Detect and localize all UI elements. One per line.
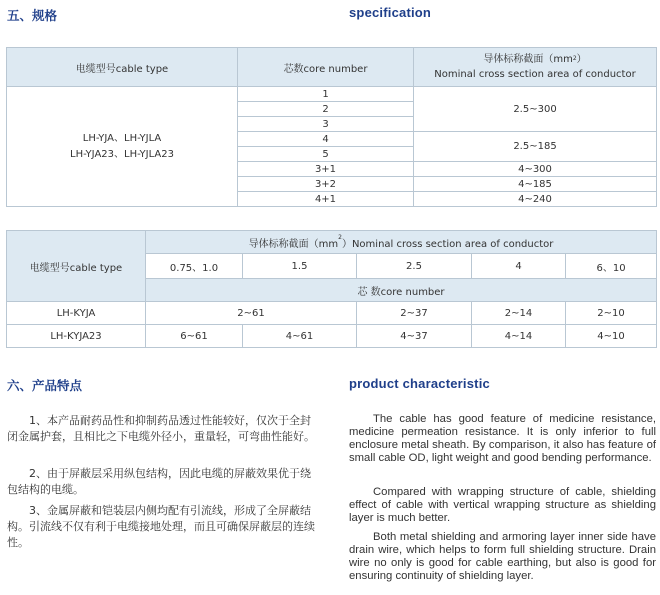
size-cell: 4 bbox=[472, 254, 566, 279]
feature-paragraph-en-1: The cable has good feature of medicine resistance, medicine permeation resistance. It is only inferior to full enclosure metal sheath. By comparison, it also has feature of small cable OD, light weight and good bending performance. bbox=[349, 413, 656, 464]
section-heading-feature-cn: 六、产品特点 bbox=[7, 378, 83, 393]
section-heading-spec-en: specification bbox=[349, 5, 432, 20]
cell-section: 4~240 bbox=[414, 192, 657, 207]
row-type: LH-KYJA23 bbox=[7, 325, 146, 348]
row-value: 4~14 bbox=[472, 325, 566, 348]
cell-section: 4~185 bbox=[414, 177, 657, 192]
header-section-sup: 2 bbox=[572, 55, 577, 62]
cell-core: 5 bbox=[238, 147, 414, 162]
header-core-number: 芯数core number bbox=[238, 48, 414, 87]
feature-paragraph-en-3: Both metal shielding and armoring layer inner side have drain wire, which helps to form full shielding structure. Drain wire no only is good for cable earthing, but also is good for ensuring continuity of shielding layer. bbox=[349, 531, 656, 582]
header-section-cn: 导体标称截面（mm bbox=[483, 54, 573, 65]
row-value: 6~61 bbox=[146, 325, 243, 348]
feature-paragraph-cn-2: 2、由于屏蔽层采用纵包结构，因此电缆的屏蔽效果优于绕包结构的电缆。 bbox=[7, 467, 311, 496]
header-section-en: Nominal cross section area of conductor bbox=[434, 69, 636, 80]
header-section-post: ）Nominal cross section area of conductor bbox=[341, 238, 554, 250]
feature-paragraph-cn-1: 1、本产品耐药品性和抑制药品透过性能较好，仅次于全封闭金属护套，且相比之下电缆外径小，重量轻，可弯曲性能好。 bbox=[7, 414, 315, 443]
header-section-sup: 2 bbox=[338, 233, 342, 241]
header-cable-type: 电缆型号cable type bbox=[7, 231, 146, 302]
row-value: 2~10 bbox=[566, 302, 657, 325]
feature-paragraph-cn-3: 3、金属屏蔽和铠装层内侧均配有引流线，形成了全屏蔽结构。引流线不仅有利于电缆接地处理，而且可确保屏蔽层的连续性。 bbox=[7, 504, 315, 549]
cell-core: 1 bbox=[238, 87, 414, 102]
size-cell: 1.5 bbox=[243, 254, 357, 279]
header-section-area bbox=[146, 231, 657, 254]
cable-type-2: LH-YJA23、LH-YJLA23 bbox=[70, 148, 174, 160]
header-section-cn-end: ） bbox=[576, 54, 587, 65]
row-value: 4~10 bbox=[566, 325, 657, 348]
cell-core: 3+2 bbox=[238, 177, 414, 192]
cell-section: 2.5~300 bbox=[414, 87, 657, 132]
size-cell: 0.75、1.0 bbox=[146, 254, 243, 279]
spec-table-2 bbox=[6, 230, 657, 348]
cell-core: 4 bbox=[238, 132, 414, 147]
row-value: 4~37 bbox=[357, 325, 472, 348]
row-value: 2~14 bbox=[472, 302, 566, 325]
row-type: LH-KYJA bbox=[7, 302, 146, 325]
cell-core: 3+1 bbox=[238, 162, 414, 177]
header-section-pre: 导体标称截面（mm bbox=[248, 238, 339, 250]
header-core-number: 芯 数core number bbox=[146, 279, 657, 302]
row-value: 2~61 bbox=[146, 302, 357, 325]
section-heading-feature-en: product characteristic bbox=[349, 376, 490, 391]
size-cell: 6、10 bbox=[566, 254, 657, 279]
feature-paragraph-en-2: Compared with wrapping structure of cable, shielding effect of cable with vertical wrapping structure as shielding layer is much better. bbox=[349, 486, 656, 524]
row-value: 4~61 bbox=[243, 325, 357, 348]
spec-table-1 bbox=[6, 47, 657, 207]
cable-type-1: LH-YJA、LH-YJLA bbox=[82, 132, 162, 144]
size-cell: 2.5 bbox=[357, 254, 472, 279]
header-cable-type: 电缆型号cable type bbox=[7, 48, 238, 87]
cell-core: 2 bbox=[238, 102, 414, 117]
section-heading-spec-cn: 五、规格 bbox=[7, 8, 58, 23]
cell-section: 4~300 bbox=[414, 162, 657, 177]
cell-core: 4+1 bbox=[238, 192, 414, 207]
header-section-area bbox=[414, 48, 657, 87]
row-value: 2~37 bbox=[357, 302, 472, 325]
cell-core: 3 bbox=[238, 117, 414, 132]
cell-cable-types bbox=[7, 87, 238, 207]
cell-section: 2.5~185 bbox=[414, 132, 657, 162]
